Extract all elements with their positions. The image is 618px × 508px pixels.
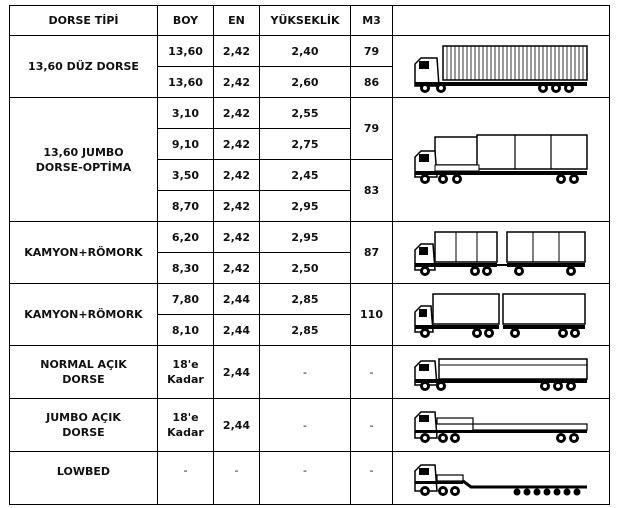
type-line: 13,60 JUMBO — [43, 145, 124, 159]
m3-cell: - — [351, 399, 393, 452]
yukseklik-cell: 2,45 — [260, 160, 351, 191]
image-cell — [393, 36, 610, 98]
yukseklik-cell: 2,85 — [260, 315, 351, 346]
type-cell: KAMYON+RÖMORK — [10, 284, 158, 346]
type-cell — [10, 98, 158, 222]
yukseklik-cell: 2,85 — [260, 284, 351, 315]
yukseklik-cell: 2,95 — [260, 191, 351, 222]
boy-cell: 8,70 — [158, 191, 214, 222]
table-row — [10, 284, 610, 315]
image-cell — [393, 346, 610, 399]
header-image — [393, 6, 610, 36]
type-line: DORSE — [62, 426, 105, 439]
boy-cell: 8,30 — [158, 253, 214, 284]
boy-cell: 9,10 — [158, 129, 214, 160]
m3-cell: - — [351, 346, 393, 399]
boy-cell — [158, 399, 214, 452]
m3-cell: 87 — [351, 222, 393, 284]
image-cell — [393, 98, 610, 222]
boy-line: 18'e — [172, 358, 199, 371]
en-cell: - — [214, 452, 260, 505]
en-cell: 2,42 — [214, 36, 260, 67]
yukseklik-cell: - — [260, 452, 351, 505]
boy-cell: - — [158, 452, 214, 505]
table-row — [10, 222, 610, 253]
boy-line: Kadar — [167, 426, 204, 439]
boy-cell: 3,10 — [158, 98, 214, 129]
table-row — [10, 346, 610, 399]
yukseklik-cell: 2,50 — [260, 253, 351, 284]
jumbo-trailer-truck-icon — [411, 133, 591, 187]
type-cell — [10, 346, 158, 399]
type-line: DORSE-OPTİMA — [35, 160, 132, 174]
en-cell: 2,42 — [214, 98, 260, 129]
image-cell — [393, 399, 610, 452]
table-row — [10, 399, 610, 452]
image-cell — [393, 222, 610, 284]
image-cell — [393, 284, 610, 346]
type-cell: LOWBED — [10, 452, 158, 505]
lowbed-trailer-truck-icon — [411, 457, 591, 499]
en-cell: 2,44 — [214, 284, 260, 315]
en-cell: 2,44 — [214, 399, 260, 452]
header-row — [10, 6, 610, 36]
m3-cell: 110 — [351, 284, 393, 346]
boy-cell: 13,60 — [158, 67, 214, 98]
type-cell — [10, 399, 158, 452]
truck-trailer-combo-icon — [411, 228, 591, 278]
table-row — [10, 452, 610, 505]
type-line: DORSE — [62, 373, 105, 386]
open-trailer-truck-icon — [411, 351, 591, 393]
m3-cell: 83 — [351, 160, 393, 222]
en-cell: 2,42 — [214, 253, 260, 284]
en-cell: 2,42 — [214, 160, 260, 191]
type-line: JUMBO AÇIK — [46, 411, 121, 424]
en-cell: 2,44 — [214, 315, 260, 346]
yukseklik-cell: 2,75 — [260, 129, 351, 160]
trailer-spec-table — [9, 5, 610, 505]
en-cell: 2,42 — [214, 222, 260, 253]
box-trailer-truck-icon — [411, 40, 591, 94]
en-cell: 2,42 — [214, 67, 260, 98]
en-cell: 2,42 — [214, 129, 260, 160]
boy-cell: 6,20 — [158, 222, 214, 253]
m3-cell: 79 — [351, 98, 393, 160]
boy-cell: 3,50 — [158, 160, 214, 191]
yukseklik-cell: - — [260, 399, 351, 452]
yukseklik-cell: 2,60 — [260, 67, 351, 98]
boy-line: Kadar — [167, 373, 204, 386]
image-cell — [393, 452, 610, 505]
en-cell: 2,44 — [214, 346, 260, 399]
type-cell: KAMYON+RÖMORK — [10, 222, 158, 284]
type-cell: 13,60 DÜZ DORSE — [10, 36, 158, 98]
header-en: EN — [214, 6, 260, 36]
boy-cell — [158, 346, 214, 399]
header-boy: BOY — [158, 6, 214, 36]
header-m3: M3 — [351, 6, 393, 36]
m3-cell: - — [351, 452, 393, 505]
yukseklik-cell: 2,40 — [260, 36, 351, 67]
jumbo-flatbed-truck-icon — [411, 404, 591, 446]
boy-cell: 13,60 — [158, 36, 214, 67]
header-yukseklik: YÜKSEKLİK — [260, 6, 351, 36]
yukseklik-cell: 2,95 — [260, 222, 351, 253]
truck-trailer-combo-icon — [411, 290, 591, 340]
table-row — [10, 36, 610, 67]
type-line: NORMAL AÇIK — [40, 358, 127, 371]
header-type: DORSE TİPİ — [10, 6, 158, 36]
m3-cell: 79 — [351, 36, 393, 67]
table-row — [10, 98, 610, 129]
m3-cell: 86 — [351, 67, 393, 98]
en-cell: 2,42 — [214, 191, 260, 222]
yukseklik-cell: 2,55 — [260, 98, 351, 129]
boy-cell: 8,10 — [158, 315, 214, 346]
boy-line: 18'e — [172, 411, 199, 424]
yukseklik-cell: - — [260, 346, 351, 399]
boy-cell: 7,80 — [158, 284, 214, 315]
